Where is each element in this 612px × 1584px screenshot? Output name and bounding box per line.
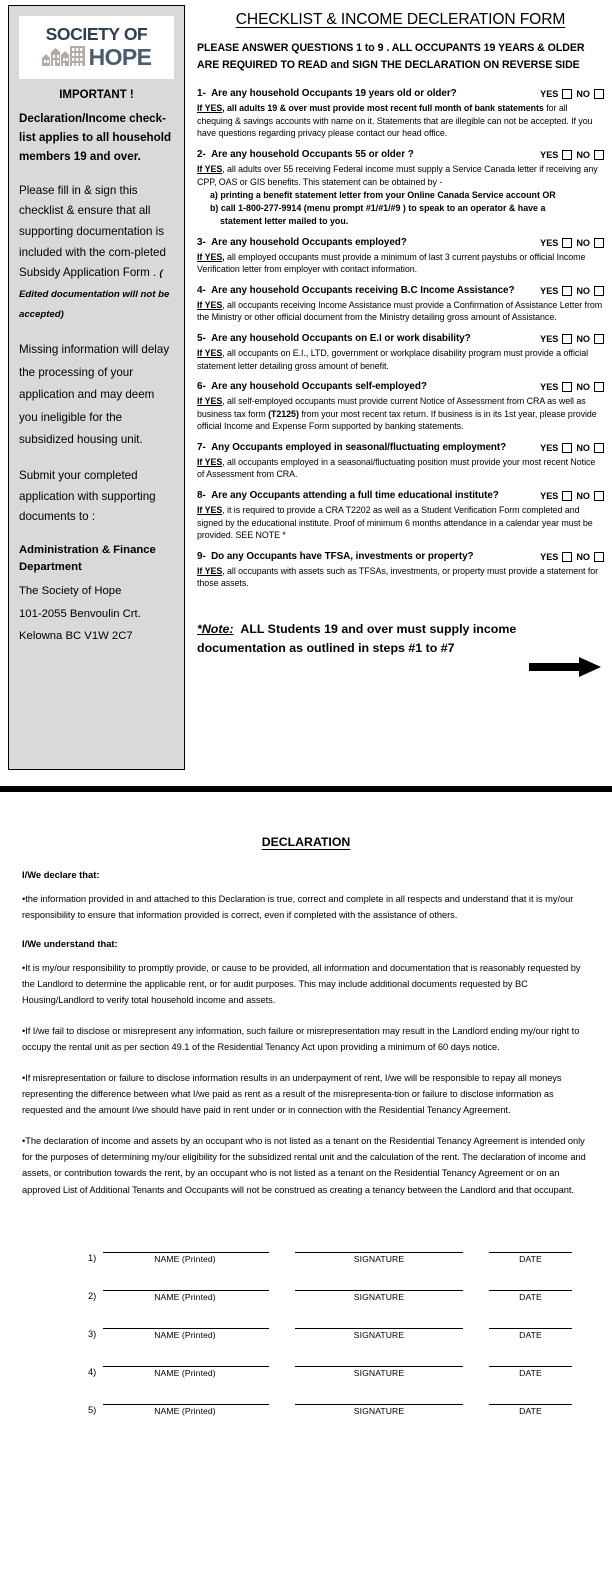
declaration-bullet-2: •It is my/our responsibility to promptly provide, or cause to be provided, all information and documentation that is reasonably requested by the Landlord to determine the applicable rent, or for audit purposes. This may include additional documents requested by BC Housing/Landlord to verify total household income and assets.: [22, 962, 581, 1006]
date-field-cell: [489, 1394, 572, 1416]
question-8-ifyes: If YES: [197, 505, 223, 515]
date-column-caption: DATE: [519, 1406, 542, 1417]
signature-row: [88, 1318, 572, 1340]
question-5-body-text: , all occupants on E.I., LTD, government or workplace disability program must provide a official statement letter detailing gross amount of benefit.: [197, 347, 589, 371]
question-8-yesno: [540, 490, 604, 501]
name-column-caption: NAME (Printed): [154, 1330, 216, 1341]
question-8-text: [197, 490, 499, 502]
question-9-body: [197, 565, 604, 590]
name-field-cell: [101, 1356, 269, 1378]
question-8-no-checkbox[interactable]: [594, 491, 604, 501]
buildings-icon: [42, 44, 86, 71]
question-5-text: [197, 333, 471, 345]
question-9: [197, 551, 604, 590]
question-9-ifyes: If YES: [197, 565, 223, 576]
sidebar-paragraph-1: [19, 181, 174, 325]
signature-input-line[interactable]: [295, 1280, 463, 1291]
signature-input-line[interactable]: [295, 1356, 463, 1367]
question-4-label: Are any household Occupants receiving B.C Income Assistance?: [211, 284, 515, 296]
question-7-ifyes: If YES: [197, 456, 223, 467]
question-6: [197, 381, 604, 433]
question-7-body: [197, 456, 604, 481]
sidebar-bold-note: Declaration/Income check-list applies to all household members 19 and over.: [19, 112, 172, 163]
question-1-body-text: for all chequing & savings accounts with name on it. Statements that are illegible can not be accepted. If you have questions regarding privacy please contact our head office.: [197, 103, 593, 139]
question-2-number: 2-: [197, 149, 206, 161]
question-5-body: [197, 347, 604, 372]
signature-field-cell: [295, 1242, 463, 1264]
question-3-ifyes: If YES,: [197, 251, 225, 262]
question-7-body-text: , all occupants employed in a seasonal/fluctuating position must provide your most recent Notice of Assessment from CRA.: [197, 456, 596, 480]
logo-text-hope: HOPE: [88, 44, 152, 71]
signature-row: [88, 1356, 572, 1378]
question-8-body-text: , it is required to provide a CRA T2202 as well as a Student Verification Form completed and signed by the educational institute. Proof of minimum 6 months attendance in a calendar year must be provided. SEE NOTE *: [197, 505, 593, 541]
instruction-line-1: PLEASE ANSWER QUESTIONS 1 to 9 . ALL OCCUPANTS 19 YEARS & OLDER: [197, 42, 585, 54]
yes-label: YES: [540, 442, 559, 453]
question-8-yes-checkbox[interactable]: [562, 491, 572, 501]
date-column-caption: DATE: [519, 1330, 542, 1341]
question-2-body: [197, 163, 604, 188]
question-3-body-text: all employed occupants must provide a minimum of last 3 current paystubs or official Income Verification letter from employer with contact information.: [197, 251, 586, 275]
students-note: [197, 620, 604, 657]
name-column-caption: NAME (Printed): [154, 1368, 216, 1379]
question-2-sublist: [210, 189, 604, 227]
question-7-label: Any Occupants employed in seasonal/fluctuating employment?: [211, 441, 507, 453]
question-6-yesno: [540, 381, 604, 392]
name-column-caption: NAME (Printed): [154, 1406, 216, 1417]
right-arrow-icon: [529, 656, 601, 683]
name-column-caption: NAME (Printed): [154, 1292, 216, 1303]
sidebar-address-org: The Society of Hope: [19, 585, 122, 598]
question-4-text: [197, 285, 514, 297]
signature-row: [88, 1394, 572, 1416]
question-3: [197, 237, 604, 276]
question-2-yes-checkbox[interactable]: [562, 150, 572, 160]
question-7: [197, 442, 604, 481]
date-column-caption: DATE: [519, 1292, 542, 1303]
signature-input-line[interactable]: [295, 1242, 463, 1253]
sidebar-address-city: Kelowna BC V1W 2C7: [19, 630, 133, 643]
no-label: NO: [576, 491, 590, 502]
students-note-text: [197, 620, 604, 657]
question-2-option-b: b) call 1-800-277-9914 (menu prompt #1/#1/#9 ) to speak to an operator & have a: [210, 203, 546, 214]
question-4-yesno: [540, 285, 604, 296]
question-9-text: [197, 551, 474, 563]
no-label: NO: [576, 285, 590, 296]
question-4: [197, 285, 604, 324]
question-9-no-checkbox[interactable]: [594, 552, 604, 562]
no-label: NO: [576, 442, 590, 453]
question-4-number: 4-: [197, 284, 206, 296]
question-6-form-code: (T2125): [268, 408, 299, 419]
signature-column-caption: SIGNATURE: [353, 1368, 405, 1379]
name-field-cell: [101, 1280, 269, 1302]
question-7-yesno: [540, 442, 604, 453]
question-1-label: Are any household Occupants 19 years old or older?: [211, 88, 457, 100]
question-6-number: 6-: [197, 381, 206, 393]
question-4-ifyes: If YES: [197, 299, 223, 310]
question-1-yesno: [540, 88, 604, 99]
question-9-yes-checkbox[interactable]: [562, 552, 572, 562]
sidebar-address-department: Administration & Finance Department: [19, 543, 156, 574]
question-9-body-text: , all occupants with assets such as TFSAs, investments, or property must provide a statement for those assets.: [197, 565, 599, 589]
signature-field-cell: [295, 1318, 463, 1340]
signature-field-cell: [295, 1280, 463, 1302]
question-5-number: 5-: [197, 333, 206, 345]
students-note-body: ALL Students 19 and over must supply income documentation as outlined in steps #1 to #7: [197, 622, 517, 655]
date-input-line[interactable]: [489, 1280, 572, 1291]
question-1-yes-checkbox[interactable]: [562, 89, 572, 99]
yes-label: YES: [540, 89, 559, 100]
name-field-cell: [101, 1394, 269, 1416]
question-2-label: Are any household Occupants 55 or older ?: [211, 149, 414, 161]
important-label: IMPORTANT !: [59, 89, 134, 102]
date-column-caption: DATE: [519, 1254, 542, 1265]
question-5-yes-checkbox[interactable]: [562, 334, 572, 344]
no-label: NO: [576, 382, 590, 393]
question-6-body: [197, 395, 604, 433]
question-5-label: Are any household Occupants on E.I or work disability?: [211, 333, 471, 345]
question-3-body: [197, 251, 604, 276]
sidebar-important-panel: [8, 5, 185, 770]
no-label: NO: [576, 237, 590, 248]
name-column-caption: NAME (Printed): [154, 1254, 216, 1265]
date-input-line[interactable]: [489, 1318, 572, 1329]
question-5: [197, 333, 604, 372]
name-input-line[interactable]: [103, 1394, 269, 1405]
no-label: NO: [576, 334, 590, 345]
question-3-text: [197, 237, 407, 249]
question-2-body-text: , all adults over 55 receiving Federal income must supply a Service Canada letter if receiving any CPP, OAS or GIS benefits. This statement can be obtained by -: [197, 163, 598, 187]
date-column-caption: DATE: [519, 1368, 542, 1379]
declaration-title: DECLARATION: [261, 835, 351, 849]
date-field-cell: [489, 1318, 572, 1340]
question-5-yesno: [540, 333, 604, 344]
signature-column-caption: SIGNATURE: [353, 1406, 405, 1417]
question-1-text: [197, 88, 457, 100]
name-input-line[interactable]: [103, 1318, 269, 1329]
signature-row-number: 1): [88, 1253, 97, 1264]
signature-column-caption: SIGNATURE: [353, 1292, 405, 1303]
question-2-option-b-cont: statement letter mailed to you.: [220, 215, 349, 226]
question-3-number: 3-: [197, 236, 206, 248]
question-6-body-text-2: from your most recent tax return. If business is in its 1st year, please provide official Income and Expense Form supported by banking statements.: [197, 408, 597, 432]
sidebar-paragraph-1-text: Please fill in & sign this checklist & ensure that all supporting documentation is included with the com-pleted Subsidy Application Form .: [19, 183, 166, 280]
question-3-label: Are any household Occupants employed?: [211, 236, 407, 248]
yes-label: YES: [540, 491, 559, 502]
question-2-no-checkbox[interactable]: [594, 150, 604, 160]
declaration-bullet-1: •the information provided in and attached to this Declaration is true, correct and complete in all respects and understand that it is my/our responsibility to ensure that information provided is correct, even if completed with the assistance of others.: [22, 894, 574, 921]
name-field-cell: [101, 1318, 269, 1340]
question-6-body-text: , all self-employed occupants must provide current Notice of Assessment from CRA as well as business tax form: [197, 396, 586, 419]
question-9-label: Do any Occupants have TFSA, investments or property?: [211, 550, 474, 562]
sidebar-paragraph-1-italic: ( Edited documentation will not be accepted): [19, 268, 170, 321]
question-6-text: [197, 381, 427, 393]
question-2-yesno: [540, 149, 604, 160]
signature-field-cell: [295, 1356, 463, 1378]
date-field-cell: [489, 1242, 572, 1264]
yes-label: YES: [540, 382, 559, 393]
date-input-line[interactable]: [489, 1242, 572, 1253]
question-2-option-a: a) printing a benefit statement letter from your Online Canada Service account OR: [210, 190, 556, 201]
instruction-line-2: ARE REQUIRED TO READ and SIGN THE DECLARATION ON REVERSE SIDE: [197, 59, 580, 72]
question-6-label: Are any household Occupants self-employed?: [211, 381, 427, 393]
declaration-heading-2: I/We understand that:: [22, 937, 118, 949]
signature-table: [88, 1242, 572, 1416]
question-4-body-text: , all occupants receiving Income Assistance must provide a Confirmation of Assistance Letter from the Ministry or other official document from the Ministry detailing gross amount of Assistance.: [197, 299, 603, 323]
question-7-text: [197, 442, 506, 454]
signature-row-number: 3): [88, 1329, 97, 1340]
yes-label: YES: [540, 150, 559, 161]
sidebar-paragraph-2: Missing information will delay the processing of your application and may deem you ineligible for the subsidized housing unit.: [19, 343, 170, 447]
question-1-ifyes: If YES: [197, 103, 223, 114]
date-input-line[interactable]: [489, 1356, 572, 1367]
question-4-body: [197, 299, 604, 324]
question-5-ifyes: If YES: [197, 347, 223, 358]
students-note-label: *Note:: [197, 622, 234, 637]
question-1-body: [197, 102, 604, 140]
sidebar-address-street: 101-2055 Benvoulin Crt.: [19, 607, 141, 620]
signature-field-cell: [295, 1394, 463, 1416]
no-label: NO: [576, 150, 590, 161]
question-1-no-checkbox[interactable]: [594, 89, 604, 99]
question-2-ifyes: If YES: [197, 163, 223, 174]
declaration-bullet-5: •The declaration of income and assets by an occupant who is not listed as a tenant on the Residential Tenancy Agreement is intended only for the purposes of determining my/our eligibility for the subsidized rental unit and the calculation of the rent. The declaration of income and assets, or contribution towards the rent, by an occupant who is not listed as a tenant on the Residential Tenancy Agreement or on an approved List of Additional Tenants and Occupants will not be construed as creating a tenancy between the Landlord and that occupant.: [22, 1135, 586, 1195]
date-field-cell: [489, 1280, 572, 1302]
society-of-hope-logo: [19, 16, 174, 79]
declaration-bullet-3: •If I/we fail to disclose or misrepresent any information, such failure or misrepresentation may result in the Landlord ending my/our right to occupy the rental unit as per section 49.1 of the Residential Tenancy Act upon providing a minimum of 60 days notice.: [22, 1025, 580, 1053]
signature-column-caption: SIGNATURE: [353, 1254, 405, 1265]
signature-row-number: 5): [88, 1405, 97, 1416]
question-2-text: [197, 149, 414, 161]
signature-row: [88, 1280, 572, 1302]
yes-label: YES: [540, 551, 559, 562]
declaration-heading-1: I/We declare that:: [22, 869, 100, 880]
declaration-bullet-4: •If misrepresentation or failure to disclose information results in an underpayment of rent, I/we will be responsible to repay all moneys representing the difference between what I/we paid as rent as a result of the misrepresenta-tion or failure to disclose information as requested and the amount I/we should have paid in rent under or in connection with the Residential Tenancy Agreement.: [22, 1072, 562, 1116]
signature-input-line[interactable]: [295, 1318, 463, 1329]
logo-text-society-of: SOCIETY OF: [45, 24, 148, 44]
question-3-no-checkbox[interactable]: [594, 238, 604, 248]
question-6-yes-checkbox[interactable]: [562, 382, 572, 392]
signature-row-number: 2): [88, 1291, 97, 1302]
question-8: [197, 490, 604, 542]
name-input-line[interactable]: [103, 1280, 269, 1291]
signature-input-line[interactable]: [295, 1394, 463, 1405]
question-9-yesno: [540, 551, 604, 562]
no-label: NO: [576, 551, 590, 562]
no-label: NO: [576, 89, 590, 100]
question-6-ifyes: If YES: [197, 396, 223, 407]
page-2-declaration: [0, 792, 612, 1584]
question-1-body-bold: , all adults 19 & over must provide most recent full month of bank statements: [222, 103, 544, 114]
question-4-yes-checkbox[interactable]: [562, 286, 572, 296]
question-4-no-checkbox[interactable]: [594, 286, 604, 296]
question-1-number: 1-: [197, 88, 206, 100]
name-input-line[interactable]: [103, 1356, 269, 1367]
question-8-label: Are any Occupants attending a full time educational institute?: [211, 490, 499, 502]
yes-label: YES: [540, 285, 559, 296]
question-3-yesno: [540, 237, 604, 248]
name-input-line[interactable]: [103, 1242, 269, 1253]
yes-label: YES: [540, 334, 559, 345]
question-7-no-checkbox[interactable]: [594, 443, 604, 453]
page-1: [0, 0, 612, 787]
question-7-number: 7-: [197, 441, 206, 453]
name-field-cell: [101, 1242, 269, 1264]
page-title: CHECKLIST & INCOME DECLERATION FORM: [235, 11, 566, 28]
date-field-cell: [489, 1356, 572, 1378]
question-3-yes-checkbox[interactable]: [562, 238, 572, 248]
signature-row-number: 4): [88, 1367, 97, 1378]
yes-label: YES: [540, 237, 559, 248]
sidebar-paragraph-3: Submit your completed application with supporting documents to :: [19, 469, 156, 524]
question-8-body: [197, 504, 604, 542]
signature-column-caption: SIGNATURE: [353, 1330, 405, 1341]
main-checklist: [185, 5, 604, 770]
signature-row: [88, 1242, 572, 1264]
question-8-number: 8-: [197, 490, 206, 502]
question-9-number: 9-: [197, 550, 206, 562]
question-6-no-checkbox[interactable]: [594, 382, 604, 392]
question-7-yes-checkbox[interactable]: [562, 443, 572, 453]
question-5-no-checkbox[interactable]: [594, 334, 604, 344]
instruction-subheading: [197, 40, 604, 74]
date-input-line[interactable]: [489, 1394, 572, 1405]
question-1: [197, 88, 604, 140]
question-2: [197, 149, 604, 228]
